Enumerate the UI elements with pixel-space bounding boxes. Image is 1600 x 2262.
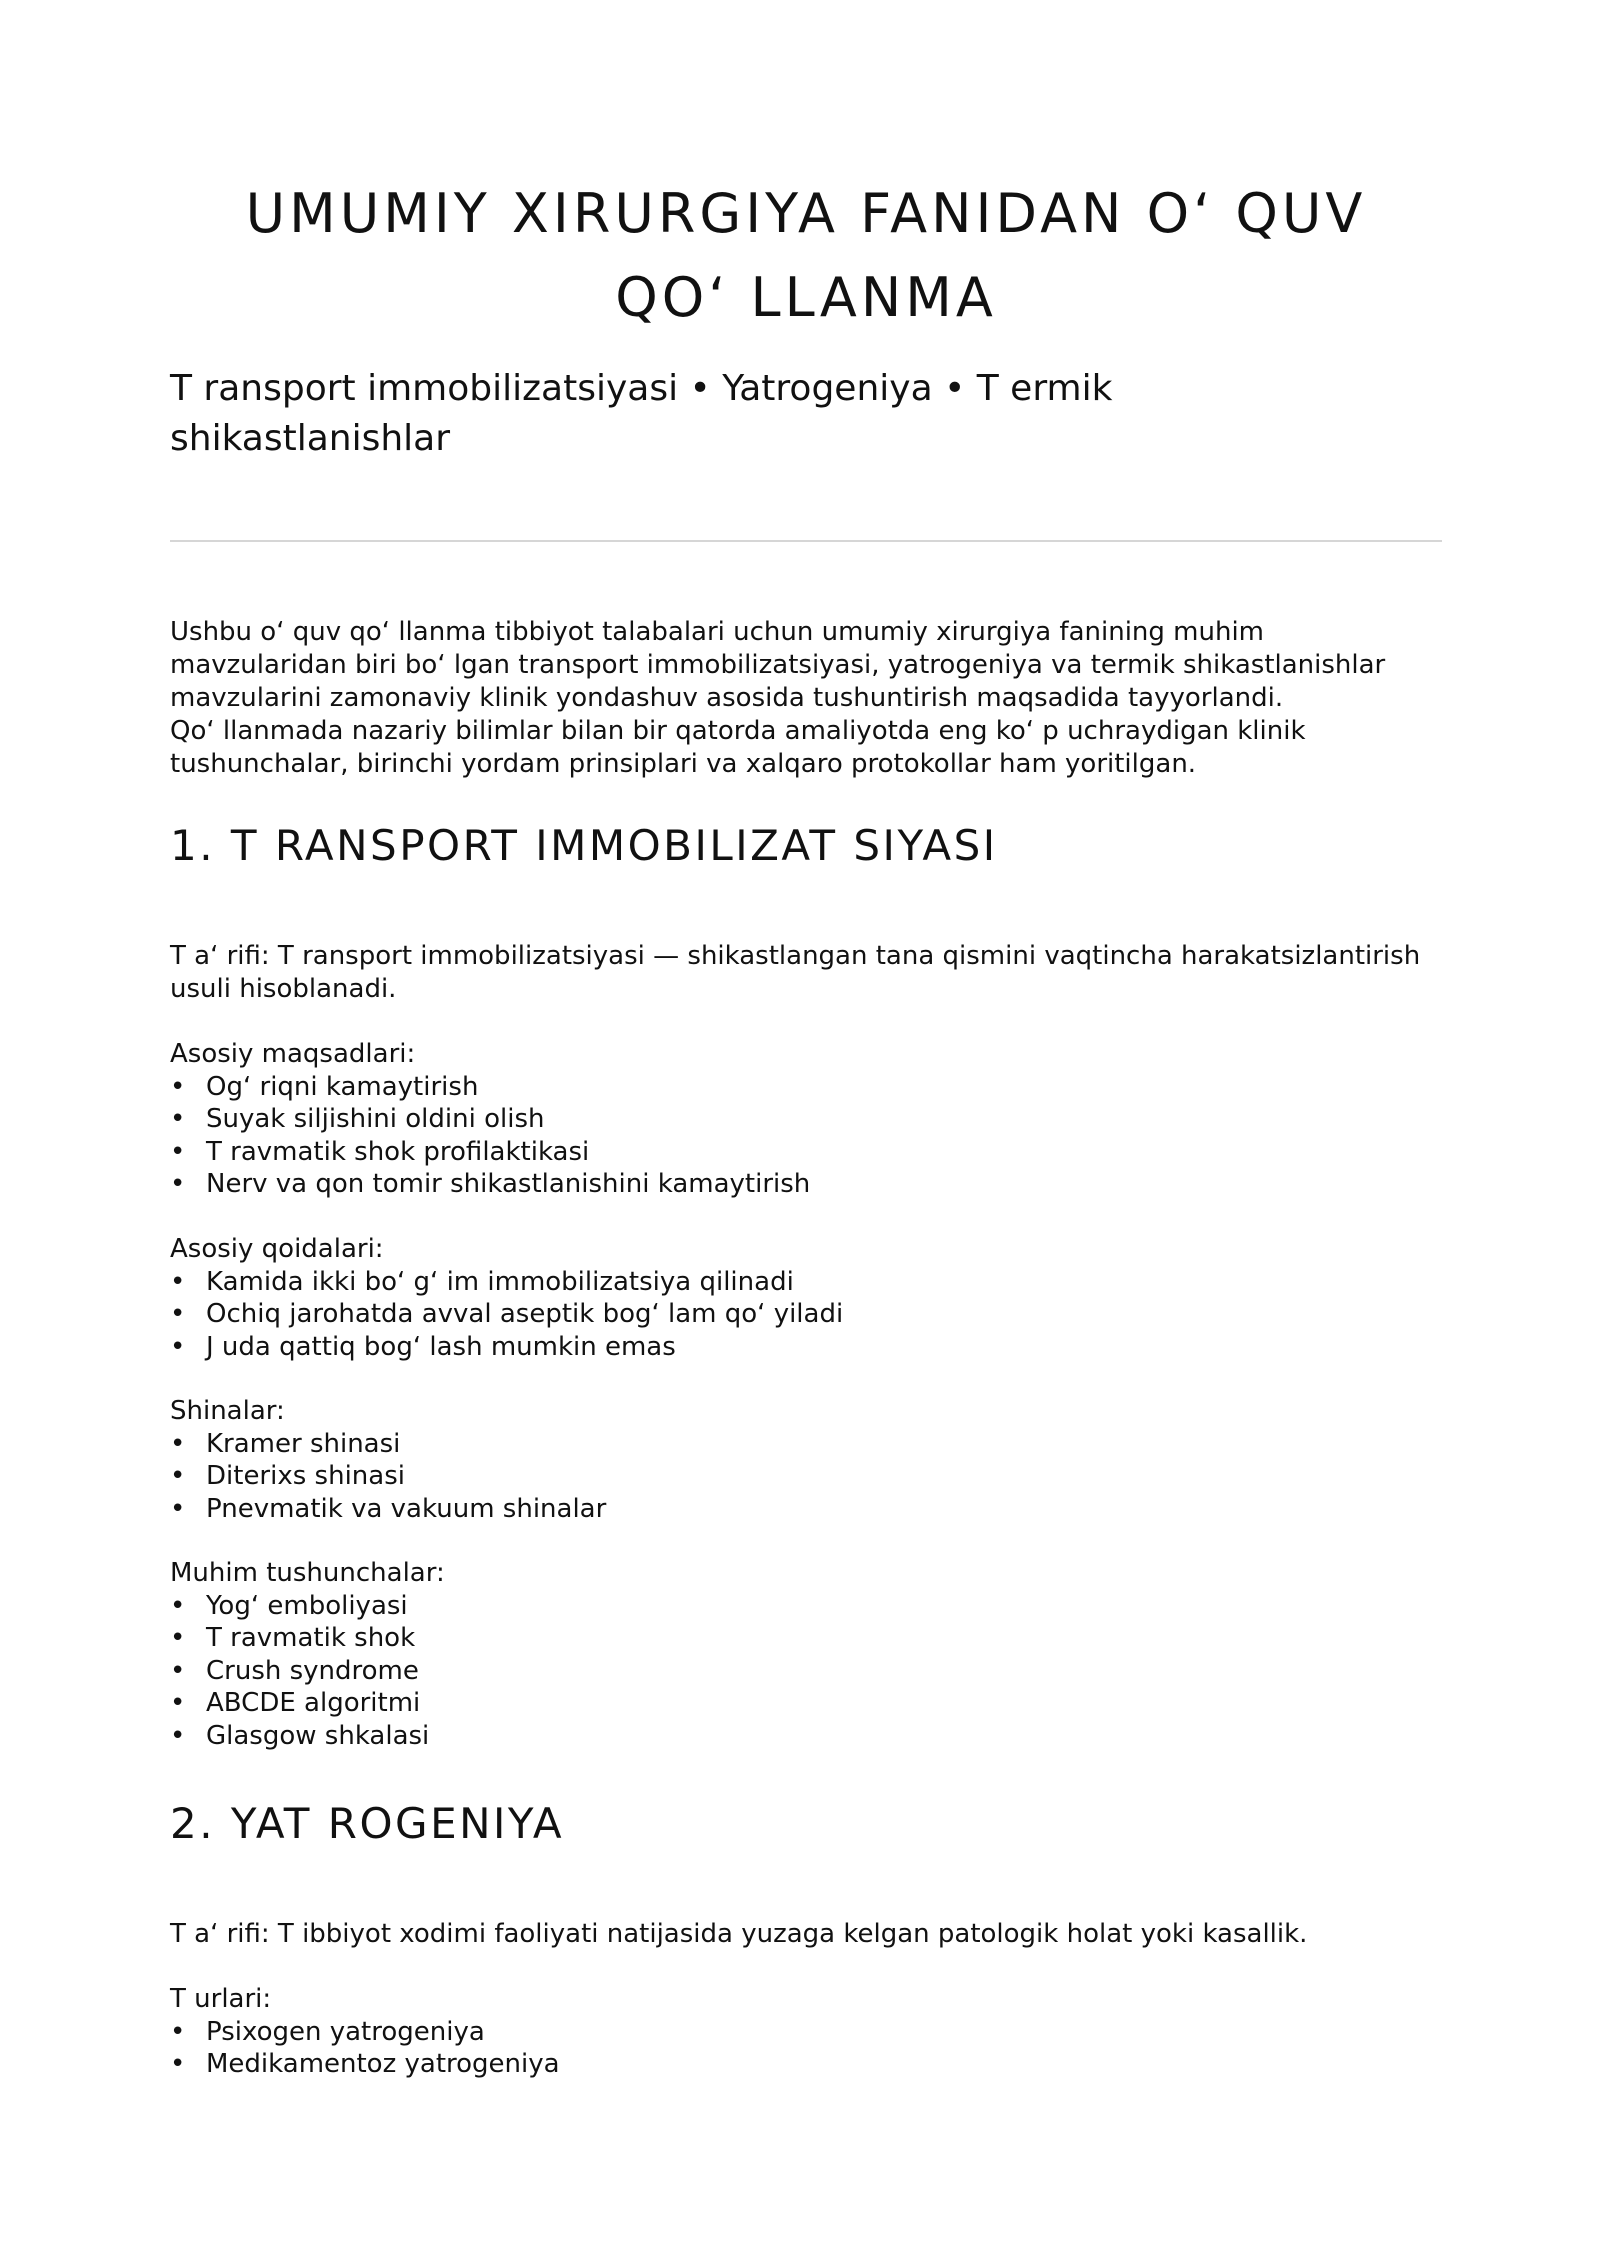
document-subtitle xyxy=(170,364,1270,464)
list-item: • Pnevmatik va vakuum shinalar xyxy=(170,1493,1442,1526)
title-line: UMUMIY XIRURGIYA FANIDAN O‘ QUV xyxy=(245,182,1367,245)
list-item: • Suyak siljishini oldini olish xyxy=(170,1103,1442,1136)
concepts-list xyxy=(170,1590,1442,1753)
list-item: • Yog‘ emboliyasi xyxy=(170,1590,1442,1623)
concepts-label: Muhim tushunchalar: xyxy=(170,1558,445,1588)
document-title xyxy=(170,172,1442,340)
goals-list xyxy=(170,1071,1442,1201)
concepts-list-block xyxy=(170,1557,1442,1753)
section-2-definition xyxy=(170,1918,1442,1951)
intro-line: Qo‘ llanmada nazariy bilimlar bilan bir qatorda amaliyotda eng ko‘ p uchraydigan klinik xyxy=(170,716,1306,746)
rules-label: Asosiy qoidalari: xyxy=(170,1234,384,1264)
list-item: • Crush syndrome xyxy=(170,1655,1442,1688)
types-list-block xyxy=(170,1983,1442,2081)
list-item: • Og‘ riqni kamaytirish xyxy=(170,1071,1442,1104)
intro-line: tushunchalar, birinchi yordam prinsiplari va xalqaro protokollar ham yoritilgan. xyxy=(170,749,1197,779)
subtitle-line: shikastlanishlar xyxy=(170,418,451,459)
section-1-definition xyxy=(170,940,1442,1006)
definition-line: T a‘ rifi: T ransport immobilizatsiyasi — shikastlangan tana qismini vaqtincha harakatsizlantirish xyxy=(170,941,1421,971)
horizontal-divider xyxy=(170,540,1442,542)
rules-list xyxy=(170,1266,1442,1364)
list-item: • Nerv va qon tomir shikastlanishini kamaytirish xyxy=(170,1168,1442,1201)
list-item: • T ravmatik shok profilaktikasi xyxy=(170,1136,1442,1169)
definition-line: usuli hisoblanadi. xyxy=(170,974,397,1004)
section-2-heading: 2. YAT ROGENIYA xyxy=(170,1799,565,1848)
goals-label: Asosiy maqsadlari: xyxy=(170,1039,416,1069)
list-item: • Kramer shinasi xyxy=(170,1428,1442,1461)
list-item: • Medikamentoz yatrogeniya xyxy=(170,2048,1442,2081)
list-item: • T ravmatik shok xyxy=(170,1622,1442,1655)
goals-list-block xyxy=(170,1038,1442,1201)
splints-list-block xyxy=(170,1395,1442,1525)
definition-line: T a‘ rifi: T ibbiyot xodimi faoliyati natijasida yuzaga kelgan patologik holat yoki kasallik. xyxy=(170,1919,1308,1949)
intro-line: Ushbu o‘ quv qo‘ llanma tibbiyot talabalari uchun umumiy xirurgiya fanining muhim xyxy=(170,617,1265,647)
list-item: • ABCDE algoritmi xyxy=(170,1687,1442,1720)
list-item: • Diterixs shinasi xyxy=(170,1460,1442,1493)
list-item: • Psixogen yatrogeniya xyxy=(170,2016,1442,2049)
list-item: • Glasgow shkalasi xyxy=(170,1720,1442,1753)
types-label: T urlari: xyxy=(170,1984,272,2014)
title-line: QO‘ LLANMA xyxy=(615,266,997,329)
intro-paragraph xyxy=(170,616,1442,781)
section-1-heading: 1. T RANSPORT IMMOBILIZAT SIYASI xyxy=(170,821,998,870)
list-item: • Kamida ikki bo‘ g‘ im immobilizatsiya qilinadi xyxy=(170,1266,1442,1299)
types-list xyxy=(170,2016,1442,2081)
rules-list-block xyxy=(170,1233,1442,1363)
subtitle-line: T ransport immobilizatsiyasi • Yatrogeniya • T ermik xyxy=(170,368,1113,409)
list-item: • J uda qattiq bog‘ lash mumkin emas xyxy=(170,1331,1442,1364)
list-item: • Ochiq jarohatda avval aseptik bog‘ lam qo‘ yiladi xyxy=(170,1298,1442,1331)
intro-line: mavzularini zamonaviy klinik yondashuv asosida tushuntirish maqsadida tayyorlandi. xyxy=(170,683,1284,713)
splints-label: Shinalar: xyxy=(170,1396,285,1426)
splints-list xyxy=(170,1428,1442,1526)
intro-line: mavzularidan biri bo‘ lgan transport immobilizatsiyasi, yatrogeniya va termik shikastlanishlar xyxy=(170,650,1386,680)
